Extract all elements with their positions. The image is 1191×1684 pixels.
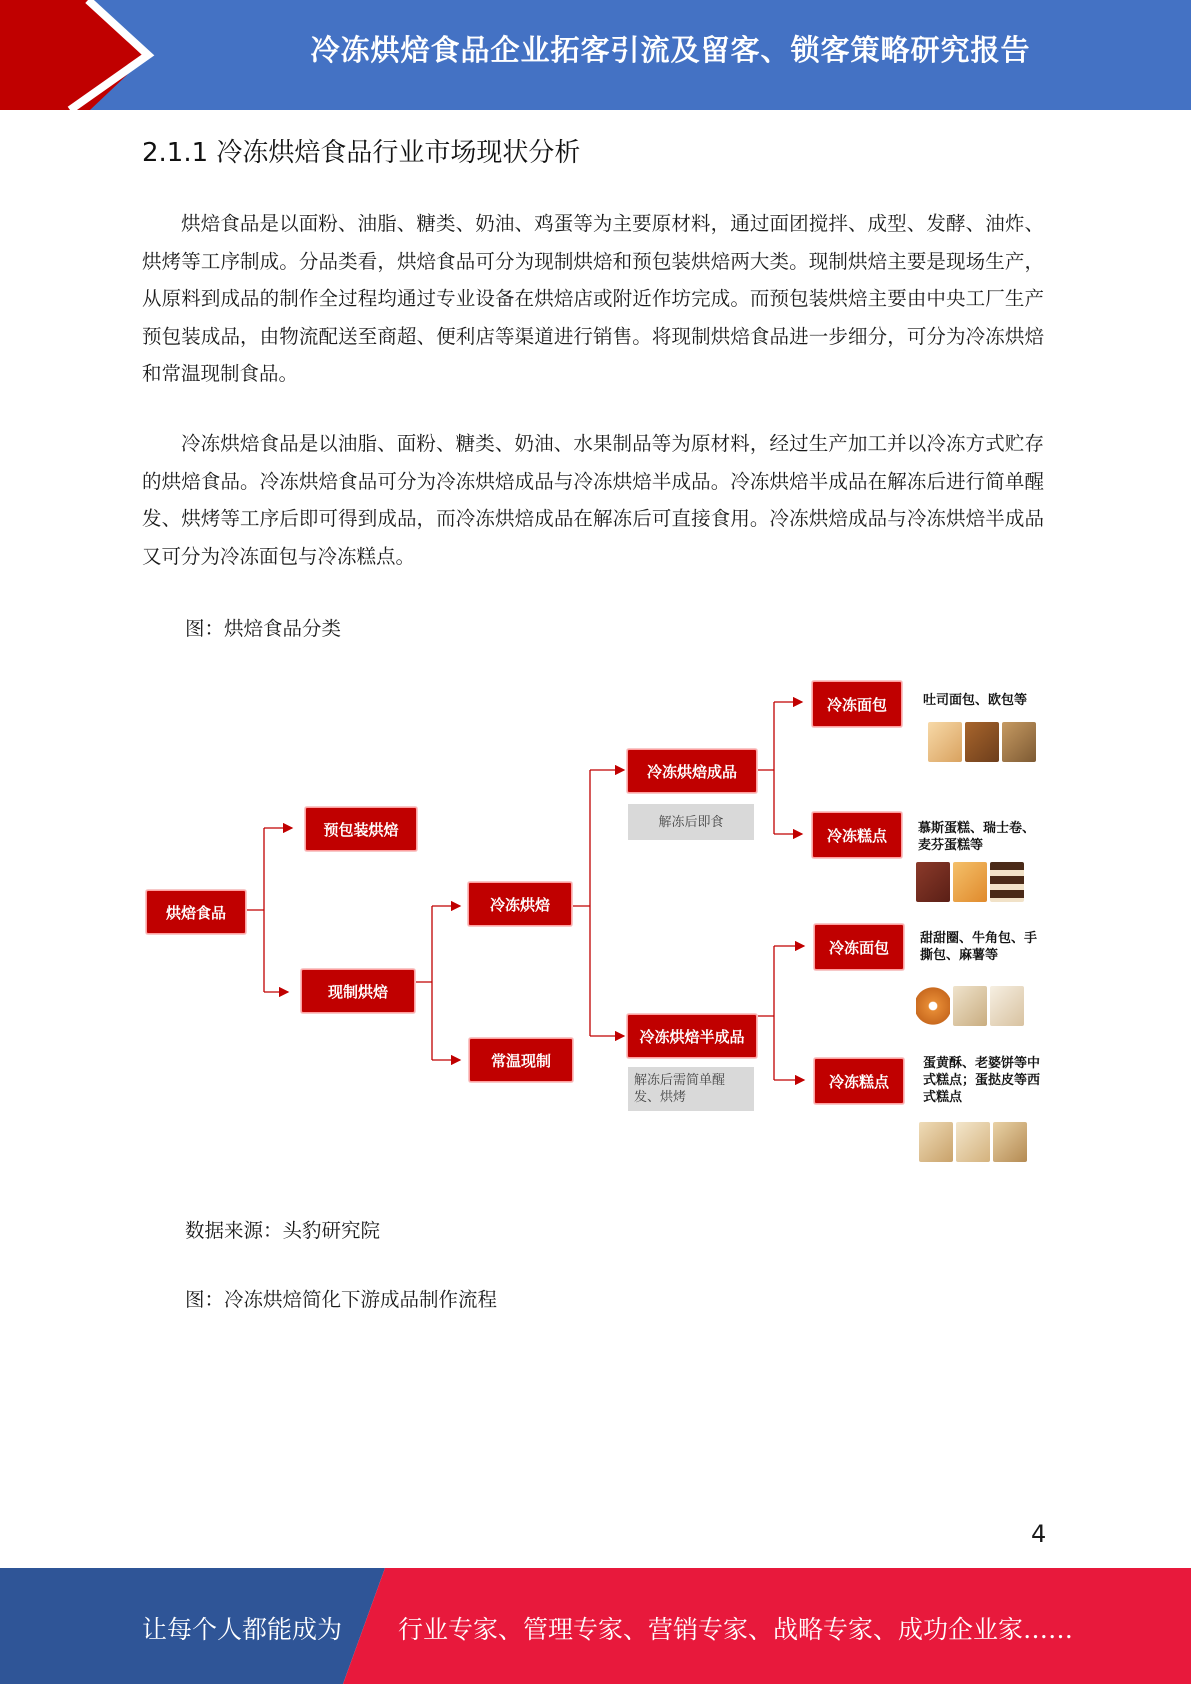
desc-bread-finished: 吐司面包、欧包等 [923,693,1028,708]
node-baked-goods: 烘焙食品 [146,890,246,934]
node-prepackaged-baking: 预包装烘焙 [305,807,417,851]
figure-caption-process: 图：冷冻烘焙简化下游成品制作流程 [185,1288,498,1311]
note-proof-and-bake: 解冻后需简单醒发、烘烤 [628,1067,754,1111]
note-ready-to-eat: 解冻后即食 [628,804,754,840]
leaf-frozen-pastry-semi: 冷冻糕点 [814,1058,904,1104]
node-fresh-baking: 现制烘焙 [301,969,415,1013]
page-header [0,0,1191,110]
paragraph-2: 冷冻烘焙食品是以油脂、面粉、糖类、奶油、水果制品等为原材料，经过生产加工并以冷冻方式贮存的烘焙食品。冷冻烘焙食品可分为冷冻烘焙成品与冷冻烘焙半成品。冷冻烘焙半成品在解冻后进行简单醒发、烘烤等工序后即可得到成品，而冷冻烘焙成品在解冻后可直接食用。冷冻烘焙成品与冷冻烘焙半成品又可分为冷冻面包与冷冻糕点。 [142,432,1044,568]
photos-bread-semi [916,986,1024,1026]
node-frozen-semi: 冷冻烘焙半成品 [627,1014,757,1058]
desc-bread-semi: 甜甜圈、牛角包、手撕包、麻薯等 [920,931,1038,963]
paragraph-1: 烘焙食品是以面粉、油脂、糖类、奶油、鸡蛋等为主要原材料，通过面团搅拌、成型、发酵、油炸、烘烤等工序制成。分品类看，烘焙食品可分为现制烘焙和预包装烘焙两大类。现制烘焙主要是现场生产，从原料到成品的制作全过程均通过专业设备在烘焙店或附近作坊完成。而预包装烘焙主要由中央工厂生产预包装成品，由物流配送至商超、便利店等渠道进行销售。将现制烘焙食品进一步细分，可分为冷冻烘焙和常温现制食品。 [142,212,1044,385]
diagram-connectors [140,670,1050,1170]
page-number: 4 [1031,1520,1047,1548]
header-title: 冷冻烘焙食品企业拓客引流及留客、锁客策略研究报告 [310,33,1031,67]
node-frozen-baking: 冷冻烘焙 [468,882,572,926]
page-footer [0,1568,1191,1684]
photos-bread-finished [928,722,1036,762]
classification-diagram [140,670,1050,1170]
desc-pastry-finished: 慕斯蛋糕、瑞士卷、麦芬蛋糕等 [918,821,1036,853]
desc-pastry-semi: 蛋黄酥、老婆饼等中式糕点；蛋挞皮等西式糕点 [923,1056,1041,1105]
footer-slogan-left: 让每个人都能成为 [142,1615,343,1644]
leaf-frozen-bread-finished: 冷冻面包 [812,681,902,727]
leaf-frozen-pastry-finished: 冷冻糕点 [812,812,902,858]
footer-slogan-right: 行业专家、管理专家、营销专家、战略专家、成功企业家…… [398,1615,1074,1644]
figure-caption-classification: 图：烘焙食品分类 [185,617,342,640]
photos-pastry-finished [916,862,1024,902]
section-title: 2.1.1 冷冻烘焙食品行业市场现状分析 [142,138,581,168]
leaf-frozen-bread-semi: 冷冻面包 [814,924,904,970]
photos-pastry-semi [919,1122,1027,1162]
data-source-caption: 数据来源：头豹研究院 [185,1219,381,1242]
node-frozen-finished: 冷冻烘焙成品 [627,749,757,793]
header-arrow-decoration [0,0,200,110]
node-ambient-fresh: 常温现制 [469,1038,573,1082]
